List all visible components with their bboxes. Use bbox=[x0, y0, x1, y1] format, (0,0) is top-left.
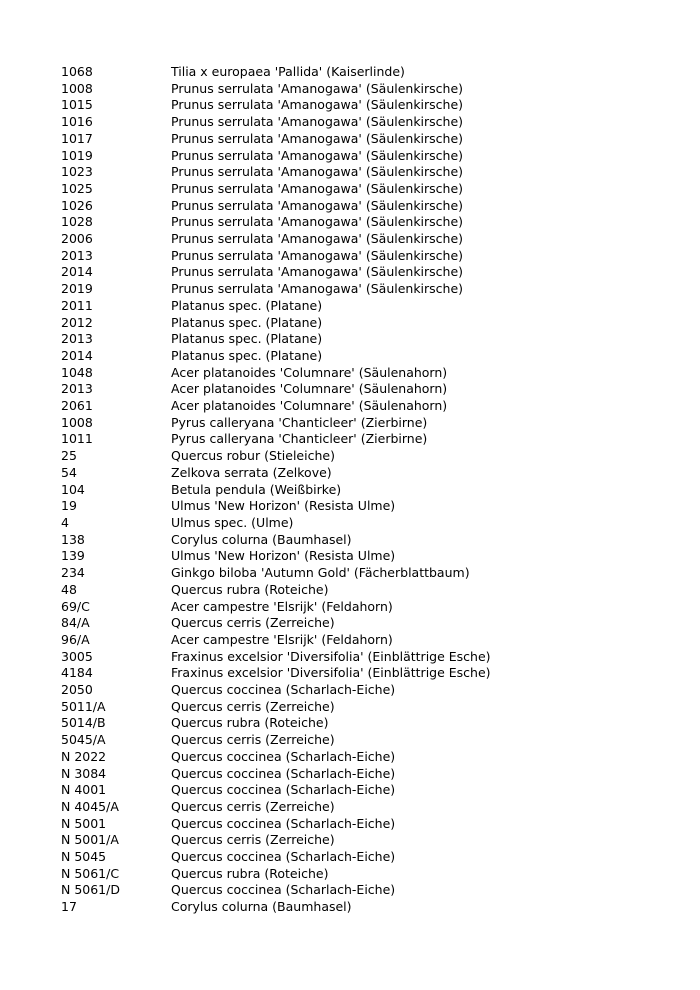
species-cell: Prunus serrulata 'Amanogawa' (Säulenkirsche) bbox=[171, 214, 464, 230]
tree-id-cell: 1026 bbox=[61, 197, 93, 213]
table-row bbox=[61, 448, 591, 465]
table-row bbox=[61, 515, 591, 532]
tree-id-cell: 2014 bbox=[61, 347, 93, 363]
table-row bbox=[61, 816, 591, 833]
table-row bbox=[61, 231, 591, 248]
species-cell: Ginkgo biloba 'Autumn Gold' (Fächerblattbaum) bbox=[171, 565, 470, 581]
tree-id-cell: 104 bbox=[61, 481, 85, 497]
species-cell: Ulmus spec. (Ulme) bbox=[171, 514, 294, 530]
tree-id-cell: 2050 bbox=[61, 682, 93, 698]
species-cell: Quercus cerris (Zerreiche) bbox=[171, 615, 335, 631]
tree-id-cell: 138 bbox=[61, 531, 85, 547]
table-row bbox=[61, 148, 591, 165]
tree-id-cell: 5045/A bbox=[61, 732, 106, 748]
tree-id-cell: 2013 bbox=[61, 331, 93, 347]
species-cell: Quercus cerris (Zerreiche) bbox=[171, 732, 335, 748]
tree-id-cell: 139 bbox=[61, 548, 85, 564]
species-cell: Acer platanoides 'Columnare' (Säulenahorn) bbox=[171, 381, 448, 397]
table-row bbox=[61, 782, 591, 799]
table-row bbox=[61, 264, 591, 281]
species-cell: Quercus coccinea (Scharlach-Eiche) bbox=[171, 815, 396, 831]
tree-id-cell: 4184 bbox=[61, 665, 93, 681]
species-cell: Ulmus 'New Horizon' (Resista Ulme) bbox=[171, 498, 396, 514]
species-cell: Quercus robur (Stieleiche) bbox=[171, 448, 335, 464]
table-row bbox=[61, 298, 591, 315]
species-cell: Prunus serrulata 'Amanogawa' (Säulenkirsche) bbox=[171, 180, 464, 196]
tree-id-cell: 1068 bbox=[61, 64, 93, 79]
table-row bbox=[61, 415, 591, 432]
species-cell: Betula pendula (Weißbirke) bbox=[171, 481, 342, 497]
tree-id-cell: N 5045 bbox=[61, 849, 107, 865]
table-row bbox=[61, 899, 591, 916]
tree-id-cell: 54 bbox=[61, 464, 77, 480]
table-row bbox=[61, 699, 591, 716]
species-cell: Quercus coccinea (Scharlach-Eiche) bbox=[171, 849, 396, 865]
table-row bbox=[61, 849, 591, 866]
species-cell: Quercus coccinea (Scharlach-Eiche) bbox=[171, 765, 396, 781]
species-cell: Pyrus calleryana 'Chanticleer' (Zierbirne) bbox=[171, 414, 428, 430]
table-row bbox=[61, 682, 591, 699]
table-row bbox=[61, 665, 591, 682]
tree-id-cell: 5011/A bbox=[61, 698, 106, 714]
table-row bbox=[61, 548, 591, 565]
tree-id-cell: N 4045/A bbox=[61, 798, 119, 814]
species-cell: Quercus coccinea (Scharlach-Eiche) bbox=[171, 748, 396, 764]
species-cell: Quercus coccinea (Scharlach-Eiche) bbox=[171, 882, 396, 898]
table-row bbox=[61, 64, 591, 81]
species-cell: Acer platanoides 'Columnare' (Säulenahorn) bbox=[171, 364, 448, 380]
table-row bbox=[61, 181, 591, 198]
table-row bbox=[61, 866, 591, 883]
tree-id-cell: 5014/B bbox=[61, 715, 106, 731]
species-cell: Prunus serrulata 'Amanogawa' (Säulenkirsche) bbox=[171, 114, 464, 130]
species-cell: Fraxinus excelsior 'Diversifolia' (Einblättrige Esche) bbox=[171, 665, 491, 681]
table-row bbox=[61, 131, 591, 148]
tree-id-cell: N 5001 bbox=[61, 815, 107, 831]
table-row bbox=[61, 632, 591, 649]
tree-id-cell: N 2022 bbox=[61, 748, 107, 764]
tree-id-cell: N 5061/C bbox=[61, 865, 120, 881]
tree-id-cell: 1017 bbox=[61, 130, 93, 146]
table-row bbox=[61, 431, 591, 448]
species-cell: Acer campestre 'Elsrijk' (Feldahorn) bbox=[171, 631, 393, 647]
species-cell: Quercus rubra (Roteiche) bbox=[171, 581, 329, 597]
tree-id-cell: 2013 bbox=[61, 247, 93, 263]
species-cell: Acer platanoides 'Columnare' (Säulenahorn) bbox=[171, 398, 448, 414]
table-row bbox=[61, 482, 591, 499]
table-row bbox=[61, 381, 591, 398]
table-row bbox=[61, 749, 591, 766]
species-cell: Quercus rubra (Roteiche) bbox=[171, 715, 329, 731]
species-cell: Quercus cerris (Zerreiche) bbox=[171, 698, 335, 714]
species-cell: Platanus spec. (Platane) bbox=[171, 347, 323, 363]
table-row bbox=[61, 532, 591, 549]
species-cell: Quercus cerris (Zerreiche) bbox=[171, 798, 335, 814]
tree-id-cell: 2061 bbox=[61, 398, 93, 414]
tree-id-cell: N 4001 bbox=[61, 782, 107, 798]
species-cell: Pyrus calleryana 'Chanticleer' (Zierbirne) bbox=[171, 431, 428, 447]
species-cell: Quercus coccinea (Scharlach-Eiche) bbox=[171, 782, 396, 798]
tree-id-cell: 2014 bbox=[61, 264, 93, 280]
species-cell: Acer campestre 'Elsrijk' (Feldahorn) bbox=[171, 598, 393, 614]
tree-id-cell: 1023 bbox=[61, 164, 93, 180]
species-cell: Corylus colurna (Baumhasel) bbox=[171, 899, 352, 915]
tree-id-cell: 2006 bbox=[61, 231, 93, 247]
tree-id-cell: N 5061/D bbox=[61, 882, 120, 898]
tree-list-table bbox=[61, 64, 591, 916]
tree-id-cell: 2013 bbox=[61, 381, 93, 397]
tree-id-cell: N 5001/A bbox=[61, 832, 119, 848]
species-cell: Corylus colurna (Baumhasel) bbox=[171, 531, 352, 547]
tree-id-cell: 234 bbox=[61, 565, 85, 581]
table-row bbox=[61, 565, 591, 582]
table-row bbox=[61, 315, 591, 332]
table-row bbox=[61, 97, 591, 114]
table-row bbox=[61, 465, 591, 482]
species-cell: Prunus serrulata 'Amanogawa' (Säulenkirsche) bbox=[171, 80, 464, 96]
table-row bbox=[61, 81, 591, 98]
table-row bbox=[61, 582, 591, 599]
tree-id-cell: 1011 bbox=[61, 431, 93, 447]
table-row bbox=[61, 398, 591, 415]
tree-id-cell: 4 bbox=[61, 514, 69, 530]
tree-id-cell: 2019 bbox=[61, 281, 93, 297]
tree-id-cell: 1025 bbox=[61, 180, 93, 196]
species-cell: Platanus spec. (Platane) bbox=[171, 331, 323, 347]
table-row bbox=[61, 799, 591, 816]
table-row bbox=[61, 281, 591, 298]
table-row bbox=[61, 198, 591, 215]
species-cell: Quercus rubra (Roteiche) bbox=[171, 865, 329, 881]
tree-id-cell: 17 bbox=[61, 899, 77, 915]
table-row bbox=[61, 766, 591, 783]
tree-id-cell: 69/C bbox=[61, 598, 90, 614]
species-cell: Prunus serrulata 'Amanogawa' (Säulenkirsche) bbox=[171, 97, 464, 113]
tree-id-cell: 25 bbox=[61, 448, 77, 464]
table-row bbox=[61, 248, 591, 265]
table-row bbox=[61, 599, 591, 616]
tree-id-cell: 1048 bbox=[61, 364, 93, 380]
table-row bbox=[61, 114, 591, 131]
tree-list-body bbox=[61, 64, 591, 916]
species-cell: Prunus serrulata 'Amanogawa' (Säulenkirsche) bbox=[171, 264, 464, 280]
table-row bbox=[61, 882, 591, 899]
species-cell: Prunus serrulata 'Amanogawa' (Säulenkirsche) bbox=[171, 231, 464, 247]
species-cell: Ulmus 'New Horizon' (Resista Ulme) bbox=[171, 548, 396, 564]
tree-id-cell: 19 bbox=[61, 498, 77, 514]
tree-id-cell: 48 bbox=[61, 581, 77, 597]
species-cell: Fraxinus excelsior 'Diversifolia' (Einblättrige Esche) bbox=[171, 648, 491, 664]
species-cell: Prunus serrulata 'Amanogawa' (Säulenkirsche) bbox=[171, 197, 464, 213]
species-cell: Prunus serrulata 'Amanogawa' (Säulenkirsche) bbox=[171, 281, 464, 297]
table-row bbox=[61, 732, 591, 749]
species-cell: Platanus spec. (Platane) bbox=[171, 314, 323, 330]
table-row bbox=[61, 164, 591, 181]
tree-id-cell: N 3084 bbox=[61, 765, 107, 781]
table-row bbox=[61, 214, 591, 231]
species-cell: Prunus serrulata 'Amanogawa' (Säulenkirsche) bbox=[171, 130, 464, 146]
tree-id-cell: 3005 bbox=[61, 648, 93, 664]
table-row bbox=[61, 649, 591, 666]
tree-id-cell: 2012 bbox=[61, 314, 93, 330]
tree-id-cell: 2011 bbox=[61, 297, 93, 313]
tree-id-cell: 84/A bbox=[61, 615, 90, 631]
table-row bbox=[61, 715, 591, 732]
tree-id-cell: 1015 bbox=[61, 97, 93, 113]
table-row bbox=[61, 615, 591, 632]
species-cell: Zelkova serrata (Zelkove) bbox=[171, 464, 332, 480]
species-cell: Quercus coccinea (Scharlach-Eiche) bbox=[171, 682, 396, 698]
table-row bbox=[61, 832, 591, 849]
tree-id-cell: 1016 bbox=[61, 114, 93, 130]
species-cell: Prunus serrulata 'Amanogawa' (Säulenkirsche) bbox=[171, 247, 464, 263]
species-cell: Tilia x europaea 'Pallida' (Kaiserlinde) bbox=[171, 64, 405, 79]
table-row bbox=[61, 498, 591, 515]
table-row bbox=[61, 365, 591, 382]
species-cell: Prunus serrulata 'Amanogawa' (Säulenkirsche) bbox=[171, 147, 464, 163]
tree-id-cell: 1019 bbox=[61, 147, 93, 163]
tree-id-cell: 1028 bbox=[61, 214, 93, 230]
table-row bbox=[61, 331, 591, 348]
species-cell: Platanus spec. (Platane) bbox=[171, 297, 323, 313]
species-cell: Prunus serrulata 'Amanogawa' (Säulenkirsche) bbox=[171, 164, 464, 180]
species-cell: Quercus cerris (Zerreiche) bbox=[171, 832, 335, 848]
tree-id-cell: 1008 bbox=[61, 80, 93, 96]
tree-id-cell: 96/A bbox=[61, 631, 90, 647]
tree-id-cell: 1008 bbox=[61, 414, 93, 430]
table-row bbox=[61, 348, 591, 365]
